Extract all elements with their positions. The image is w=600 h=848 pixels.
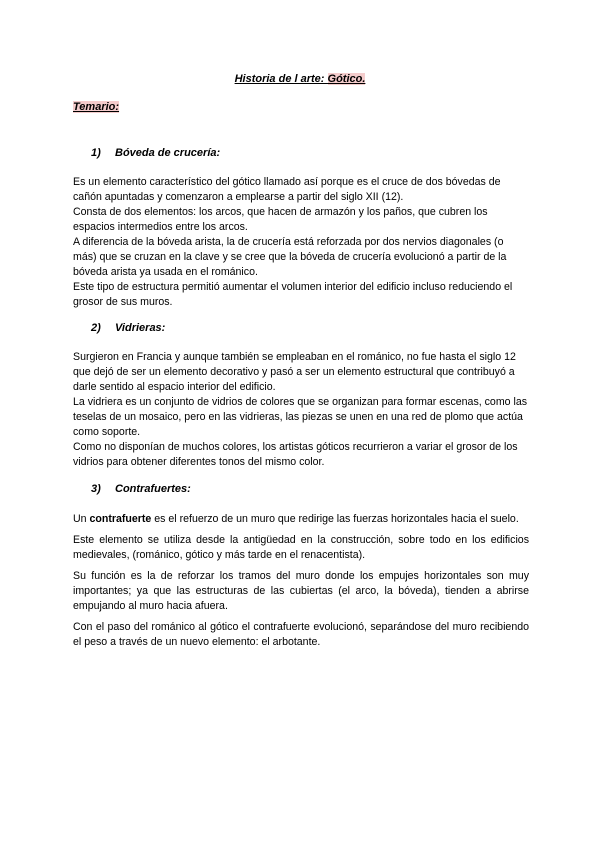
paragraph: Es un elemento característico del gótico llamado así porque es el cruce de dos bóvedas de cañón apuntadas y comenzaron a emplearse a partir del siglo XII (12).	[73, 176, 501, 203]
section-1-number: 1)	[91, 147, 101, 159]
section-3-title: Contrafuertes:	[115, 483, 191, 495]
paragraph: Su función es la de reforzar los tramos del muro donde los empujes horizontales son muy importantes; ya que las estructuras de las cubiertas (el arco, la bóveda), tienden a abrirse empujando al muro hacia afuera.	[73, 570, 529, 612]
section-3-heading	[91, 483, 191, 495]
intro-post: es el refuerzo de un muro que redirige las fuerzas horizontales hacia el suelo.	[151, 513, 519, 525]
title-highlight: Gótico.	[327, 73, 366, 85]
paragraph	[73, 512, 529, 527]
section-1-body	[73, 175, 529, 310]
page-title	[0, 73, 600, 85]
section-1-heading	[91, 147, 220, 159]
paragraph: Surgieron en Francia y aunque también se empleaban en el románico, no fue hasta el siglo 12 que dejó de ser un elemento decorativo y pasó a ser un elemento estructural que contribuyó a darle sentido al espacio interior del edificio.	[73, 351, 516, 393]
paragraph: La vidriera es un conjunto de vidrios de colores que se organizan para formar escenas, como las teselas de un mosaico, pero en las vidrieras, las piezas se unen en una red de plomo que actúa como soporte.	[73, 396, 528, 438]
section-2-title: Vidrieras:	[115, 322, 166, 334]
section-2-heading	[91, 322, 165, 334]
paragraph: A diferencia de la bóveda arista, la de crucería está reforzada por dos nervios diagonales (o más) que se cruzan en la clave y se cree que la bóveda de crucería evolucionó a partir de la bóveda arista ya usada en el románico.	[73, 236, 507, 278]
section-3-number: 3)	[91, 483, 101, 495]
section-1-title: Bóveda de crucería:	[115, 147, 221, 159]
intro-bold-term: contrafuerte	[89, 513, 152, 525]
title-prefix: Historia de l arte:	[234, 73, 328, 85]
paragraph: Con el paso del románico al gótico el contrafuerte evolucionó, separándose del muro recibiendo el peso a través de un nuevo elemento: el arbotante.	[73, 621, 529, 648]
section-3-body	[73, 512, 529, 650]
paragraph: Este elemento se utiliza desde la antigüedad en la construcción, sobre todo en los edificios medievales, (románico, gótico y más tarde en el renacentista).	[73, 534, 529, 561]
paragraph: Consta de dos elementos: los arcos, que hacen de armazón y los paños, que cubren los espacios intermedios entre los arcos.	[73, 206, 488, 233]
temario-label: Temario:	[73, 101, 120, 113]
section-2-number: 2)	[91, 322, 101, 334]
intro-pre: Un	[73, 513, 90, 525]
section-2-body	[73, 350, 529, 470]
paragraph: Como no disponían de muchos colores, los artistas góticos recurrieron a variar el grosor de los vidrios para obtener diferentes tonos del mismo color.	[73, 441, 518, 468]
paragraph: Este tipo de estructura permitió aumentar el volumen interior del edificio incluso reduciendo el grosor de sus muros.	[73, 281, 513, 308]
